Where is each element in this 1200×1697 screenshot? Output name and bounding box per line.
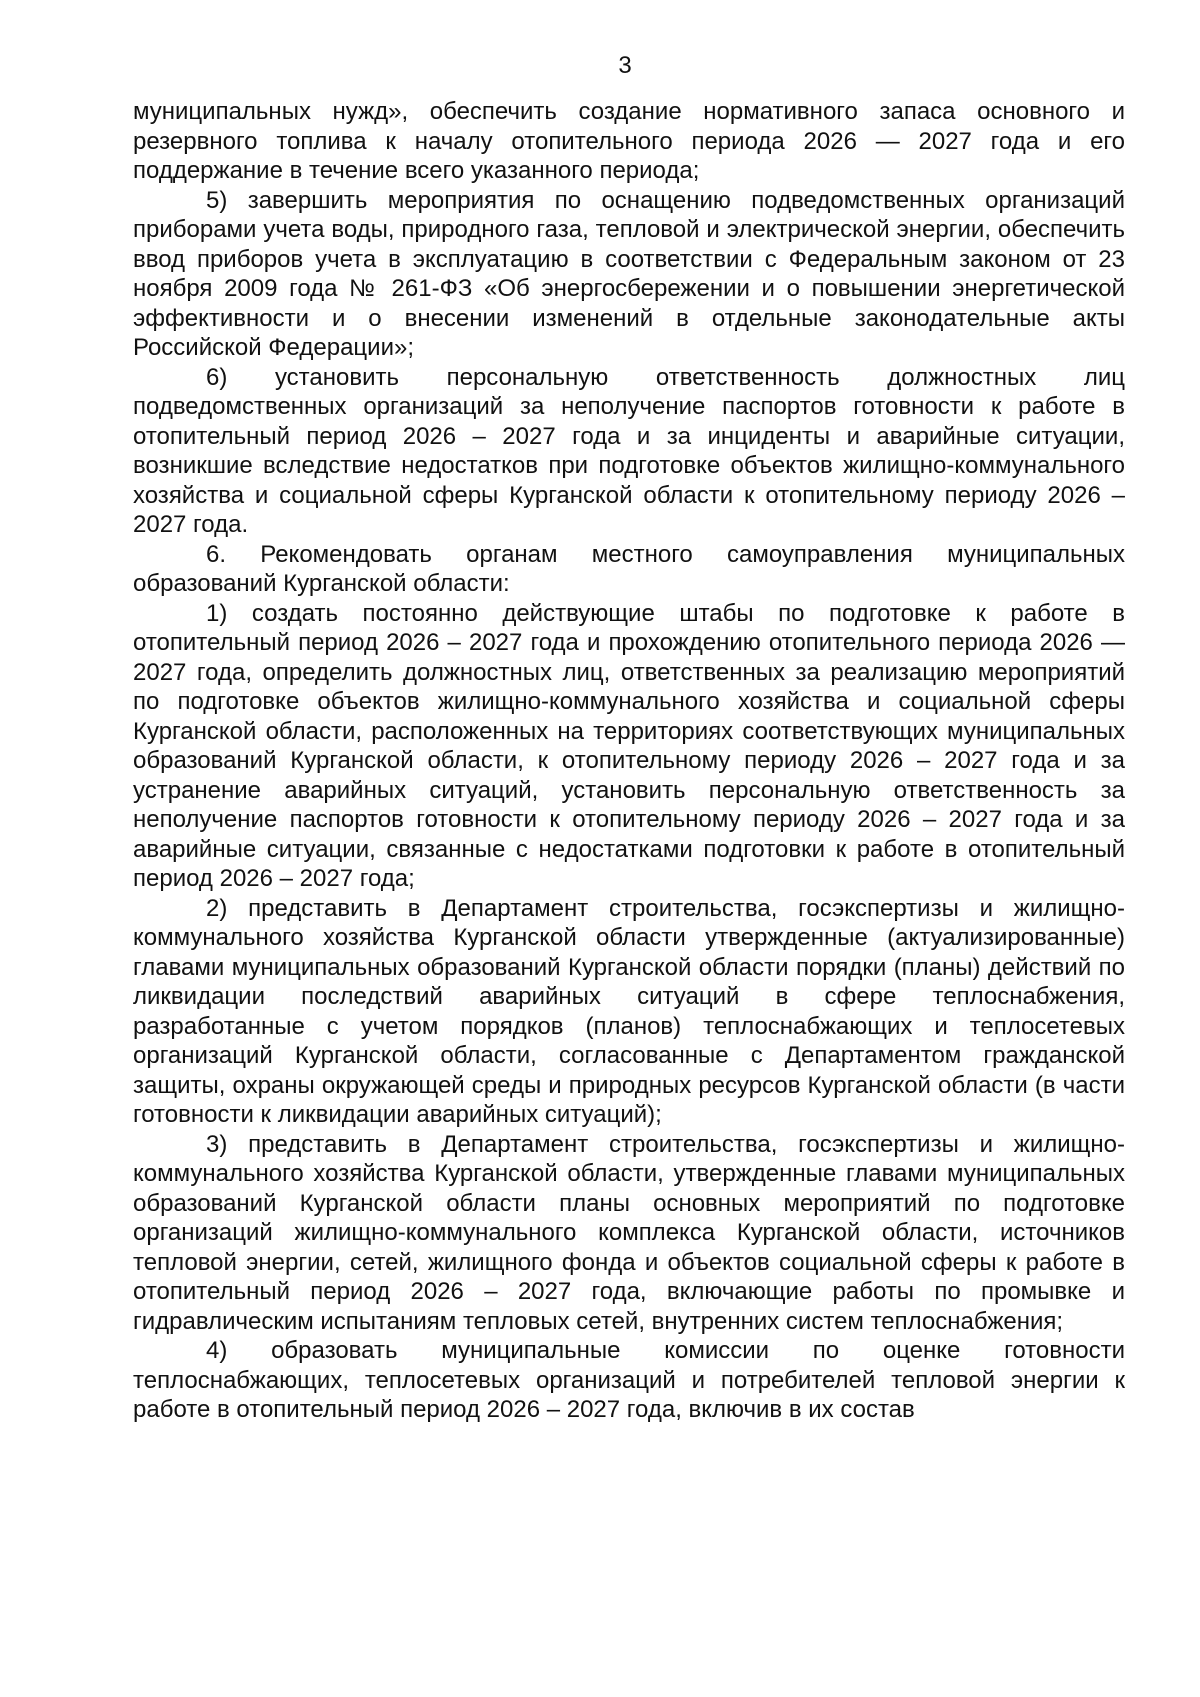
document-body [133, 97, 1125, 1425]
paragraph-subitem-4: 4) образовать муниципальные комиссии по оценке готовности теплоснабжающих, теплосетевых организаций и потребителей тепловой энергии к работе в отопительный период 2026 – 2027 года, включив в их состав [133, 1337, 1125, 1423]
paragraph-subitem-1: 1) создать постоянно действующие штабы по подготовке к работе в отопительный период 2026 – 2027 года и прохождению отопительного периода 2026 — 2027 года, определить должностных лиц, ответственных за реализацию мероприятий по подготовке объектов жилищно-коммунального хозяйства и социальной сферы Курганской области, расположенных на территориях соответствующих муниципальных образований Курганской области, к отопительному периоду 2026 – 2027 года и за устранение аварийных ситуаций, установить персональную ответственность за неполучение паспортов готовности к отопительному периоду 2026 – 2027 года и за аварийные ситуации, связанные с недостатками подготовки к работе в отопительный период 2026 – 2027 года; [133, 599, 1125, 892]
paragraph-section-6: 6. Рекомендовать органам местного самоуправления муниципальных образований Курганской области: [133, 540, 1125, 597]
paragraph-subitem-2: 2) представить в Департамент строительства, госэкспертизы и жилищно-коммунального хозяйства Курганской области утвержденные (актуализированные) главами муниципальных образований Курганской области порядки (планы) действий по ликвидации последствий аварийных ситуаций в сфере теплоснабжения, разработанные с учетом порядков (планов) теплоснабжающих и теплосетевых организаций Курганской области, согласованные с Департаментом гражданской защиты, охраны окружающей среды и природных ресурсов Курганской области (в части готовности к ликвидации аварийных ситуаций); [133, 894, 1125, 1128]
paragraph-subitem-3: 3) представить в Департамент строительства, госэкспертизы и жилищно-коммунального хозяйства Курганской области, утвержденные главами муниципальных образований Курганской области планы основных мероприятий по подготовке организаций жилищно-коммунального комплекса Курганской области, источников тепловой энергии, сетей, жилищного фонда и объектов социальной сферы к работе в отопительный период 2026 – 2027 года, включающие работы по промывке и гидравлическим испытаниям тепловых сетей, внутренних систем теплоснабжения; [133, 1130, 1125, 1335]
paragraph-item-5: 5) завершить мероприятия по оснащению подведомственных организаций приборами учета воды, природного газа, тепловой и электрической энергии, обеспечить ввод приборов учета в эксплуатацию в соответствии с Федеральным законом от 23 ноября 2009 года № 261-ФЗ «Об энергосбережении и о повышении энергетической эффективности и о внесении изменений в отдельные законодательные акты Российской Федерации»; [133, 186, 1125, 361]
paragraph-continuation: муниципальных нужд», обеспечить создание нормативного запаса основного и резервного топлива к началу отопительного периода 2026 — 2027 года и его поддержание в течение всего указанного периода; [133, 98, 1125, 184]
page-number: 3 [618, 52, 632, 79]
paragraph-item-6: 6) установить персональную ответственность должностных лиц подведомственных организаций за неполучение паспортов готовности к работе в отопительный период 2026 – 2027 года и за инциденты и аварийные ситуации, возникшие вследствие недостатков при подготовке объектов жилищно-коммунального хозяйства и социальной сферы Курганской области к отопительному периоду 2026 – 2027 года. [133, 363, 1125, 538]
